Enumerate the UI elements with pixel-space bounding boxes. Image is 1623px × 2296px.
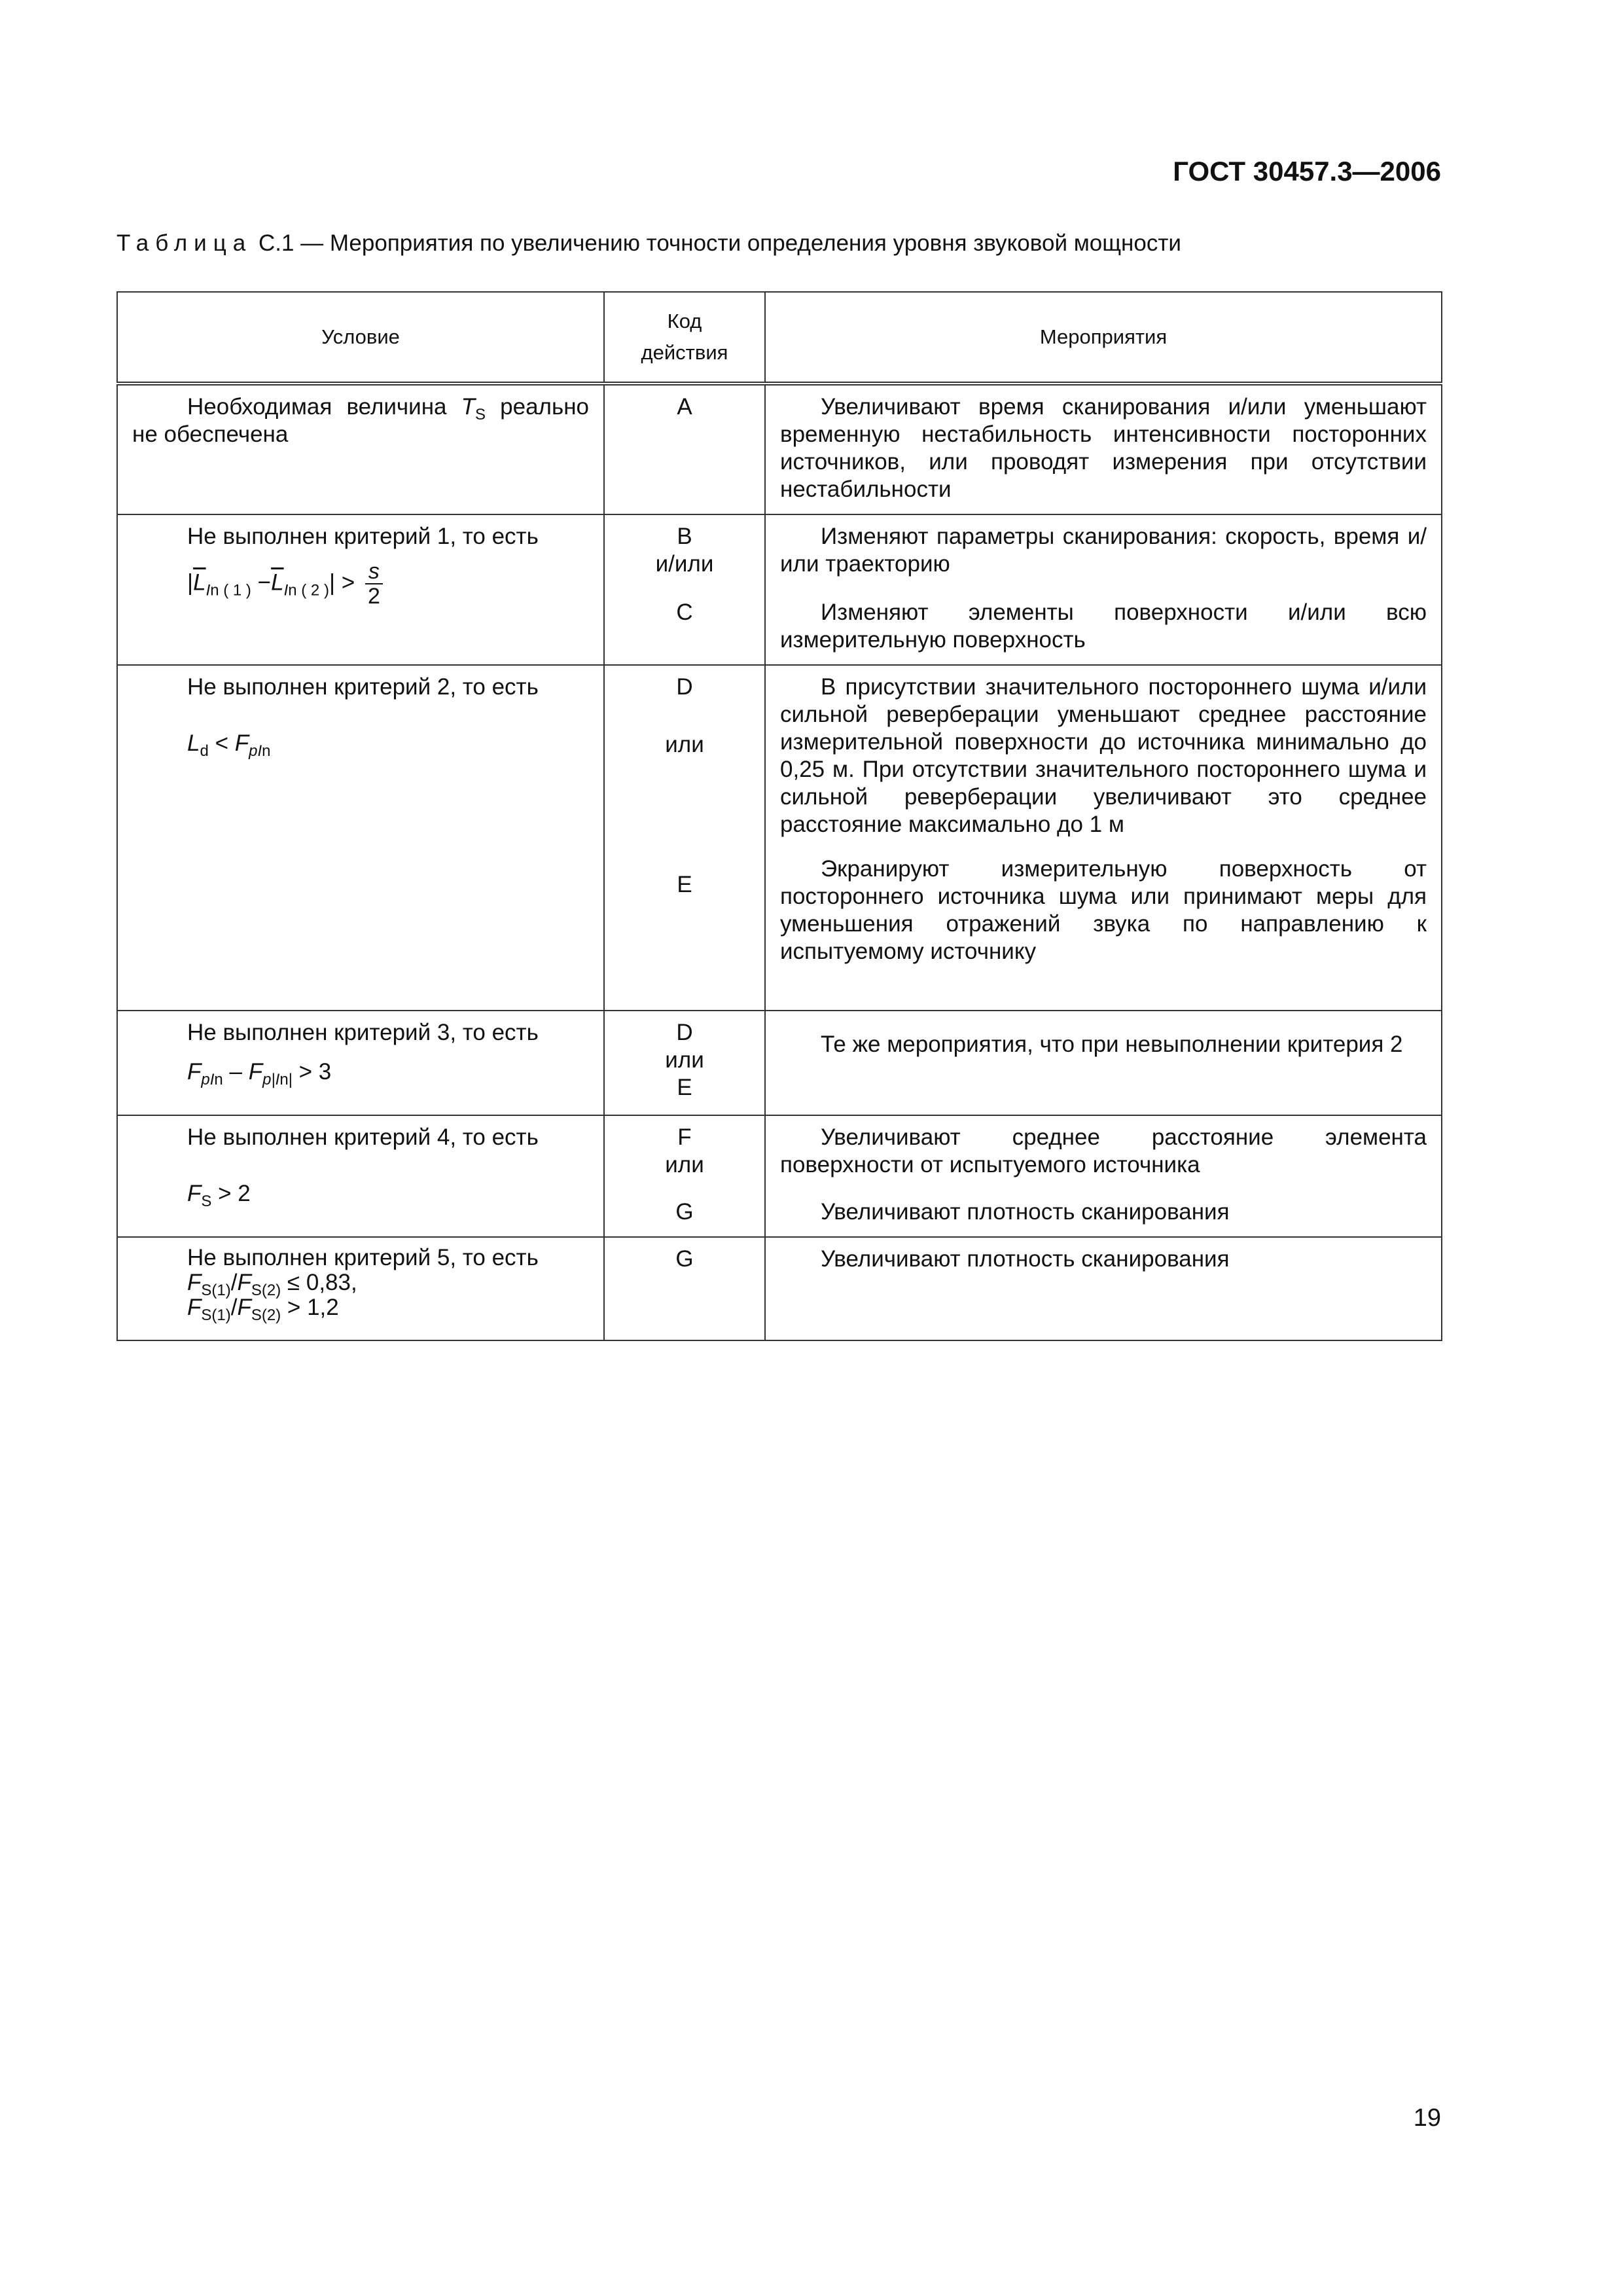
formula-s2: S(2) <box>251 1282 281 1299</box>
row5-action-2: Увеличивают плотность сканирования <box>821 1199 1230 1225</box>
row4-action-text: Те же мероприятия, что при невыполнении критерия 2 <box>821 1031 1403 1057</box>
formula-s1: pI <box>201 1071 215 1088</box>
formula-i2: I <box>283 581 289 600</box>
formula-f1: F <box>187 1270 202 1295</box>
formula-slash: / <box>230 1295 238 1320</box>
row6-action-text: Увеличивают плотность сканирования <box>821 1246 1230 1272</box>
row5-condition-text: Не выполнен критерий 4, то есть <box>187 1124 539 1150</box>
formula-rel: ≤ 0,83, <box>281 1270 357 1295</box>
row6-condition-text: Не выполнен критерий 5, то есть <box>187 1245 539 1270</box>
row3-action-2: Экранируют измерительную поверхность от постороннего источника шума или принимают меры для уменьшения отражений звука по направлению к испытуемому источнику <box>780 856 1427 964</box>
row4-condition <box>117 1011 604 1115</box>
row3-condition-text: Не выполнен критерий 2, то есть <box>187 674 539 700</box>
formula-s2n: n <box>279 1071 289 1088</box>
row1-condition-symbol: T <box>461 394 476 420</box>
row3-code-d: D <box>676 674 693 700</box>
table-caption-word: Таблица <box>116 230 253 256</box>
row2-action-1: Изменяют параметры сканирования: скорость, время и/или траекторию <box>780 524 1427 577</box>
table-row <box>117 514 1442 665</box>
row1-condition <box>117 384 604 514</box>
row3-action <box>765 665 1442 1011</box>
row6-formula-1 <box>187 1270 589 1299</box>
formula-s2: S(2) <box>251 1306 281 1324</box>
row5-code-f: F <box>677 1124 692 1150</box>
row5-action-1: Увеличивают среднее расстояние элемента поверхности от испытуемого источника <box>780 1124 1427 1177</box>
table-row <box>117 665 1442 1011</box>
row1-action-text: Увеличивают время сканирования и/или уменьшают временную нестабильность интенсивности посторонних источников, или проводят измерения при отсутствии нестабильности <box>780 394 1427 502</box>
formula-fraction-num: s <box>365 560 383 584</box>
row1-code: A <box>604 384 765 514</box>
row2-action-2: Изменяют элементы поверхности и/или всю измерительную поверхность <box>780 600 1427 653</box>
row6-code: G <box>604 1237 765 1340</box>
measures-table <box>116 291 1442 1341</box>
formula-s2: p|I <box>262 1071 280 1088</box>
row2-code-or: и/или <box>655 551 714 577</box>
formula-i1: I <box>205 581 211 600</box>
table-row <box>117 1115 1442 1237</box>
table-row <box>117 384 1442 514</box>
row1-condition-suffix: реально не обеспечена <box>132 394 589 447</box>
formula-minus: – <box>223 1059 249 1085</box>
row1-condition-sub: S <box>475 406 486 423</box>
row4-action <box>765 1011 1442 1115</box>
formula-s: S <box>201 1193 212 1210</box>
row2-action <box>765 514 1442 665</box>
row2-condition <box>117 514 604 665</box>
row3-code-or: или <box>665 732 704 757</box>
formula-gt: > 3 <box>292 1059 332 1085</box>
header-code-line1: Код <box>667 310 702 332</box>
row5-action <box>765 1115 1442 1237</box>
formula-f1: F <box>187 1295 202 1320</box>
formula-f2: F <box>237 1270 251 1295</box>
table-caption-text: С.1 — Мероприятия по увеличению точности определения уровня звуковой мощности <box>258 230 1181 256</box>
formula-s1: S(1) <box>201 1306 231 1324</box>
row3-code <box>604 665 765 1011</box>
formula-pi: pI <box>249 742 262 760</box>
page-number: 19 <box>1413 2104 1441 2132</box>
row5-code <box>604 1115 765 1237</box>
formula-slash: / <box>230 1270 238 1295</box>
row5-condition <box>117 1115 604 1237</box>
formula-l2: $\overline{L}$ <box>271 569 284 596</box>
formula-s1n: n <box>214 1071 223 1088</box>
row2-condition-text: Не выполнен критерий 1, то есть <box>187 524 539 549</box>
formula-fraction-den: 2 <box>367 584 380 609</box>
formula-abs-right: | > <box>329 569 355 596</box>
row2-code-c: C <box>676 600 693 625</box>
table-header-row <box>117 292 1442 384</box>
formula-n2: n ( 2 ) <box>288 581 329 600</box>
row1-condition-prefix: Необходимая величина <box>187 394 447 420</box>
table-row <box>117 1237 1442 1340</box>
formula-f: F <box>234 730 249 756</box>
formula-s2end: | <box>288 1071 293 1088</box>
formula-f2: F <box>237 1295 251 1320</box>
formula-lt: < <box>215 730 229 756</box>
formula-fraction <box>365 560 383 608</box>
row4-code-or: или <box>665 1047 704 1073</box>
row3-code-e: E <box>677 872 692 897</box>
row3-formula <box>187 730 589 760</box>
formula-l1: $\overline{L}$ <box>193 569 206 596</box>
row6-action <box>765 1237 1442 1340</box>
row4-code <box>604 1011 765 1115</box>
row1-action <box>765 384 1442 514</box>
row4-code-e: E <box>677 1075 692 1100</box>
header-code <box>604 292 765 384</box>
row3-action-1: В присутствии значительного постороннего шума и/или сильной реверберации уменьшают среднее расстояние измерительной поверхности до источника минимально до 0,25 м. При отсутствии значительного постороннего шума и сильной реверберации увеличивают это среднее расстояние максимально до 1 м <box>780 674 1427 837</box>
formula-rel: > 1,2 <box>281 1295 339 1320</box>
formula-abs-left: | <box>187 569 194 596</box>
formula-n: n <box>262 742 271 760</box>
formula-l: L <box>187 730 200 756</box>
formula-minus: − <box>257 569 272 596</box>
formula-n1: n ( 1 ) <box>210 581 251 600</box>
row2-code-b: B <box>677 524 692 549</box>
row4-condition-text: Не выполнен критерий 3, то есть <box>187 1020 539 1045</box>
formula-s1: S(1) <box>201 1282 231 1299</box>
formula-ld: d <box>200 742 209 760</box>
row5-code-or: или <box>665 1152 704 1177</box>
formula-f2: F <box>248 1059 263 1085</box>
row2-formula <box>187 560 589 608</box>
header-condition: Условие <box>117 292 604 384</box>
formula-gt: > 2 <box>211 1181 251 1206</box>
row6-formula-2 <box>187 1295 589 1324</box>
row5-formula <box>187 1180 589 1208</box>
row4-formula <box>187 1058 589 1086</box>
row6-condition <box>117 1237 604 1340</box>
formula-f: F <box>187 1181 202 1206</box>
row3-condition <box>117 665 604 1011</box>
table-row <box>117 1011 1442 1115</box>
row5-code-g: G <box>675 1199 694 1225</box>
header-code-line2: действия <box>641 341 728 364</box>
header-actions: Мероприятия <box>765 292 1442 384</box>
formula-f1: F <box>187 1059 202 1085</box>
row4-code-d: D <box>676 1020 693 1045</box>
document-code: ГОСТ 30457.3—2006 <box>1173 156 1441 187</box>
row2-code <box>604 514 765 665</box>
table-caption <box>116 230 1441 257</box>
